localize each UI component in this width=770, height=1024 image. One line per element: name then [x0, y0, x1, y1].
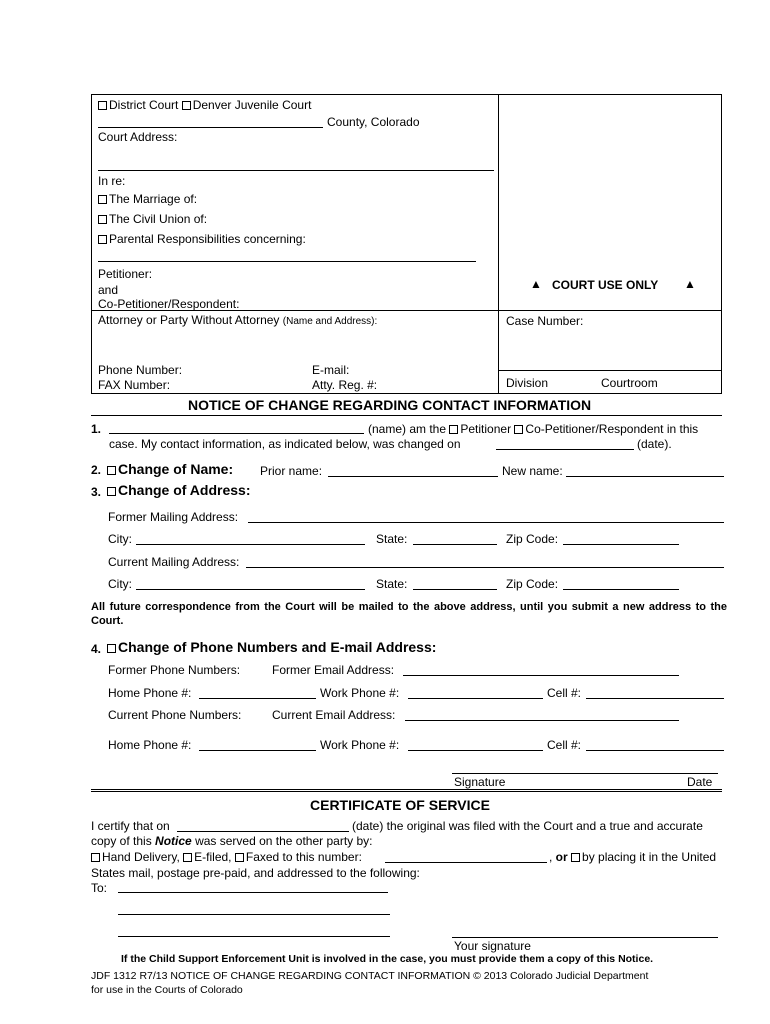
former-cell-line[interactable] — [586, 698, 724, 699]
county-label: County, Colorado — [327, 115, 420, 129]
form-footer: JDF 1312 R7/13 NOTICE OF CHANGE REGARDING CONTACT INFORMATION © 2013 Colorado Judicial Department — [91, 970, 649, 982]
efiled-checkbox[interactable] — [183, 853, 192, 862]
current-zip-line[interactable] — [563, 589, 679, 590]
address-line-3[interactable] — [118, 936, 390, 937]
efiled-label: E-filed, — [194, 850, 232, 864]
triangle-right-icon: ▲ — [684, 277, 696, 291]
current-phone-label: Current Phone Numbers: — [108, 708, 242, 722]
co-petitioner-checkbox[interactable] — [514, 425, 523, 434]
court-use-only-label: COURT USE ONLY — [552, 278, 659, 292]
division-line — [498, 370, 722, 371]
marriage-row — [98, 192, 197, 206]
former-work-label: Work Phone #: — [320, 686, 400, 700]
to-label: To: — [91, 881, 108, 895]
caption-divider — [498, 94, 499, 394]
triangle-left-icon: ▲ — [530, 277, 542, 291]
new-name-line[interactable] — [566, 476, 724, 477]
former-home-line[interactable] — [199, 698, 316, 699]
form-title: NOTICE OF CHANGE REGARDING CONTACT INFORMATION — [188, 397, 592, 413]
case-number-label: Case Number: — [506, 314, 584, 328]
current-state-line[interactable] — [413, 589, 497, 590]
current-zip-label: Zip Code: — [506, 577, 559, 591]
faxed-checkbox[interactable] — [235, 853, 244, 862]
current-home-line[interactable] — [199, 750, 316, 751]
section-separator — [91, 789, 722, 792]
or-word: or — [555, 850, 568, 864]
denver-juvenile-checkbox[interactable] — [182, 101, 191, 110]
change-address-label: Change of Address: — [118, 482, 251, 498]
atty-reg-label: Atty. Reg. #: — [312, 378, 378, 392]
address-line-2[interactable] — [118, 914, 390, 915]
in-re-label: In re: — [98, 174, 126, 188]
co-petitioner-option: Co-Petitioner/Respondent in this — [525, 422, 699, 436]
marriage-checkbox[interactable] — [98, 195, 107, 204]
certify-original-text: (date) the original was filed with the Court and a true and accurate — [352, 819, 703, 833]
parental-row — [98, 232, 306, 246]
current-work-label: Work Phone #: — [320, 738, 400, 752]
hand-delivery-checkbox[interactable] — [91, 853, 100, 862]
former-mailing-label: Former Mailing Address: — [108, 510, 239, 524]
us-mail-text: States mail, postage pre-paid, and addressed to the following: — [91, 866, 420, 880]
prior-name-line[interactable] — [328, 476, 498, 477]
former-zip-line[interactable] — [563, 544, 679, 545]
district-court-label: District Court — [109, 98, 179, 112]
current-work-line[interactable] — [408, 750, 543, 751]
attorney-small-label: (Name and Address): — [282, 316, 378, 327]
your-signature-line[interactable] — [452, 937, 718, 938]
parental-label: Parental Responsibilities concerning: — [109, 232, 306, 246]
co-petitioner-label: Co-Petitioner/Respondent: — [98, 297, 240, 311]
future-correspondence-notice: All future correspondence from the Court will be mailed to the above address, until you submit a new address to the Court. — [91, 601, 727, 627]
fax-label: FAX Number: — [98, 378, 171, 392]
phone-label: Phone Number: — [98, 363, 183, 377]
change-name-checkbox[interactable] — [107, 466, 116, 475]
change-address-checkbox[interactable] — [107, 487, 116, 496]
court-address-line — [98, 170, 494, 171]
section4-number: 4. — [91, 642, 102, 656]
name-text: (name) am the — [368, 422, 447, 436]
attorney-row — [98, 313, 377, 327]
current-home-label: Home Phone #: — [108, 738, 192, 752]
change-phone-checkbox[interactable] — [107, 644, 116, 653]
civil-union-label: The Civil Union of: — [109, 212, 208, 226]
division-label: Division — [506, 376, 549, 390]
form-footer-use: for use in the Courts of Colorado — [91, 984, 243, 996]
county-line — [98, 127, 323, 128]
section2-number: 2. — [91, 463, 102, 477]
copy-of-notice-row — [91, 834, 373, 848]
civil-union-row — [98, 212, 207, 226]
mail-label: by placing it in the United — [582, 850, 717, 864]
current-mailing-label: Current Mailing Address: — [108, 555, 240, 569]
petitioner-option: Petitioner — [460, 422, 512, 436]
current-state-label: State: — [376, 577, 408, 591]
court-address-label: Court Address: — [98, 130, 178, 144]
current-cell-line[interactable] — [586, 750, 724, 751]
section1-number: 1. — [91, 422, 102, 436]
change-name-label: Change of Name: — [118, 461, 234, 477]
name-input-line[interactable] — [109, 433, 364, 434]
title-underline — [91, 415, 722, 416]
former-city-line[interactable] — [136, 544, 365, 545]
former-home-label: Home Phone #: — [108, 686, 192, 700]
former-mailing-line[interactable] — [248, 522, 724, 523]
parental-checkbox[interactable] — [98, 235, 107, 244]
marriage-label: The Marriage of: — [109, 192, 198, 206]
email-label: E-mail: — [312, 363, 350, 377]
former-cell-label: Cell #: — [547, 686, 582, 700]
current-city-label: City: — [108, 577, 132, 591]
signature-label: Signature — [454, 775, 506, 789]
court-type-row — [98, 98, 311, 112]
former-zip-label: Zip Code: — [506, 532, 559, 546]
former-email-line[interactable] — [403, 675, 679, 676]
mail-option-row: , or by placing it in the United — [549, 850, 717, 864]
former-state-label: State: — [376, 532, 408, 546]
copy-of-this-text: copy of this — [91, 834, 152, 848]
section3-number: 3. — [91, 485, 102, 499]
petitioner-checkbox[interactable] — [449, 425, 458, 434]
certify-label: I certify that on — [91, 819, 170, 833]
change-phone-label: Change of Phone Numbers and E-mail Address: — [118, 639, 437, 655]
current-city-line[interactable] — [136, 589, 365, 590]
signature-line[interactable] — [452, 773, 718, 774]
change-date-label: (date). — [637, 437, 672, 451]
current-email-line[interactable] — [405, 720, 679, 721]
address-line-1[interactable] — [118, 892, 388, 893]
section1-line2: case. My contact information, as indicated below, was changed on — [109, 437, 461, 451]
change-phone-row — [107, 639, 436, 655]
hand-delivery-label: Hand Delivery, — [102, 850, 180, 864]
and-label: and — [98, 283, 119, 297]
attorney-label: Attorney or Party Without Attorney — [98, 313, 280, 327]
courtroom-label: Courtroom — [601, 376, 658, 390]
prior-name-label: Prior name: — [260, 464, 323, 478]
new-name-label: New name: — [502, 464, 563, 478]
former-phone-label: Former Phone Numbers: — [108, 663, 241, 677]
change-name-row — [107, 461, 233, 477]
mail-checkbox[interactable] — [571, 853, 580, 862]
parties-line — [98, 261, 476, 262]
former-work-line[interactable] — [408, 698, 543, 699]
delivery-options-row — [91, 850, 362, 864]
former-city-label: City: — [108, 532, 132, 546]
faxed-label: Faxed to this number: — [245, 850, 362, 864]
change-address-row — [107, 482, 251, 498]
served-text: was served on the other party by: — [195, 834, 373, 848]
fax-number-line[interactable] — [385, 862, 547, 863]
certify-date-line[interactable] — [177, 831, 349, 832]
current-cell-label: Cell #: — [547, 738, 582, 752]
former-email-label: Former Email Address: — [272, 663, 395, 677]
csu-notice: If the Child Support Enforcement Unit is involved in the case, you must provide them a copy of this Notice. — [121, 953, 654, 965]
section1-line1 — [368, 422, 698, 436]
civil-union-checkbox[interactable] — [98, 215, 107, 224]
denver-juvenile-label: Denver Juvenile Court — [192, 98, 312, 112]
current-email-label: Current Email Address: — [272, 708, 396, 722]
notice-word: Notice — [155, 834, 192, 848]
former-state-line[interactable] — [413, 544, 497, 545]
current-mailing-line[interactable] — [246, 567, 724, 568]
district-court-checkbox[interactable] — [98, 101, 107, 110]
change-date-line[interactable] — [496, 449, 634, 450]
date-label: Date — [687, 775, 713, 789]
your-signature-label: Your signature — [454, 939, 531, 953]
petitioner-label: Petitioner: — [98, 267, 153, 281]
certificate-title: CERTIFICATE OF SERVICE — [310, 797, 490, 813]
